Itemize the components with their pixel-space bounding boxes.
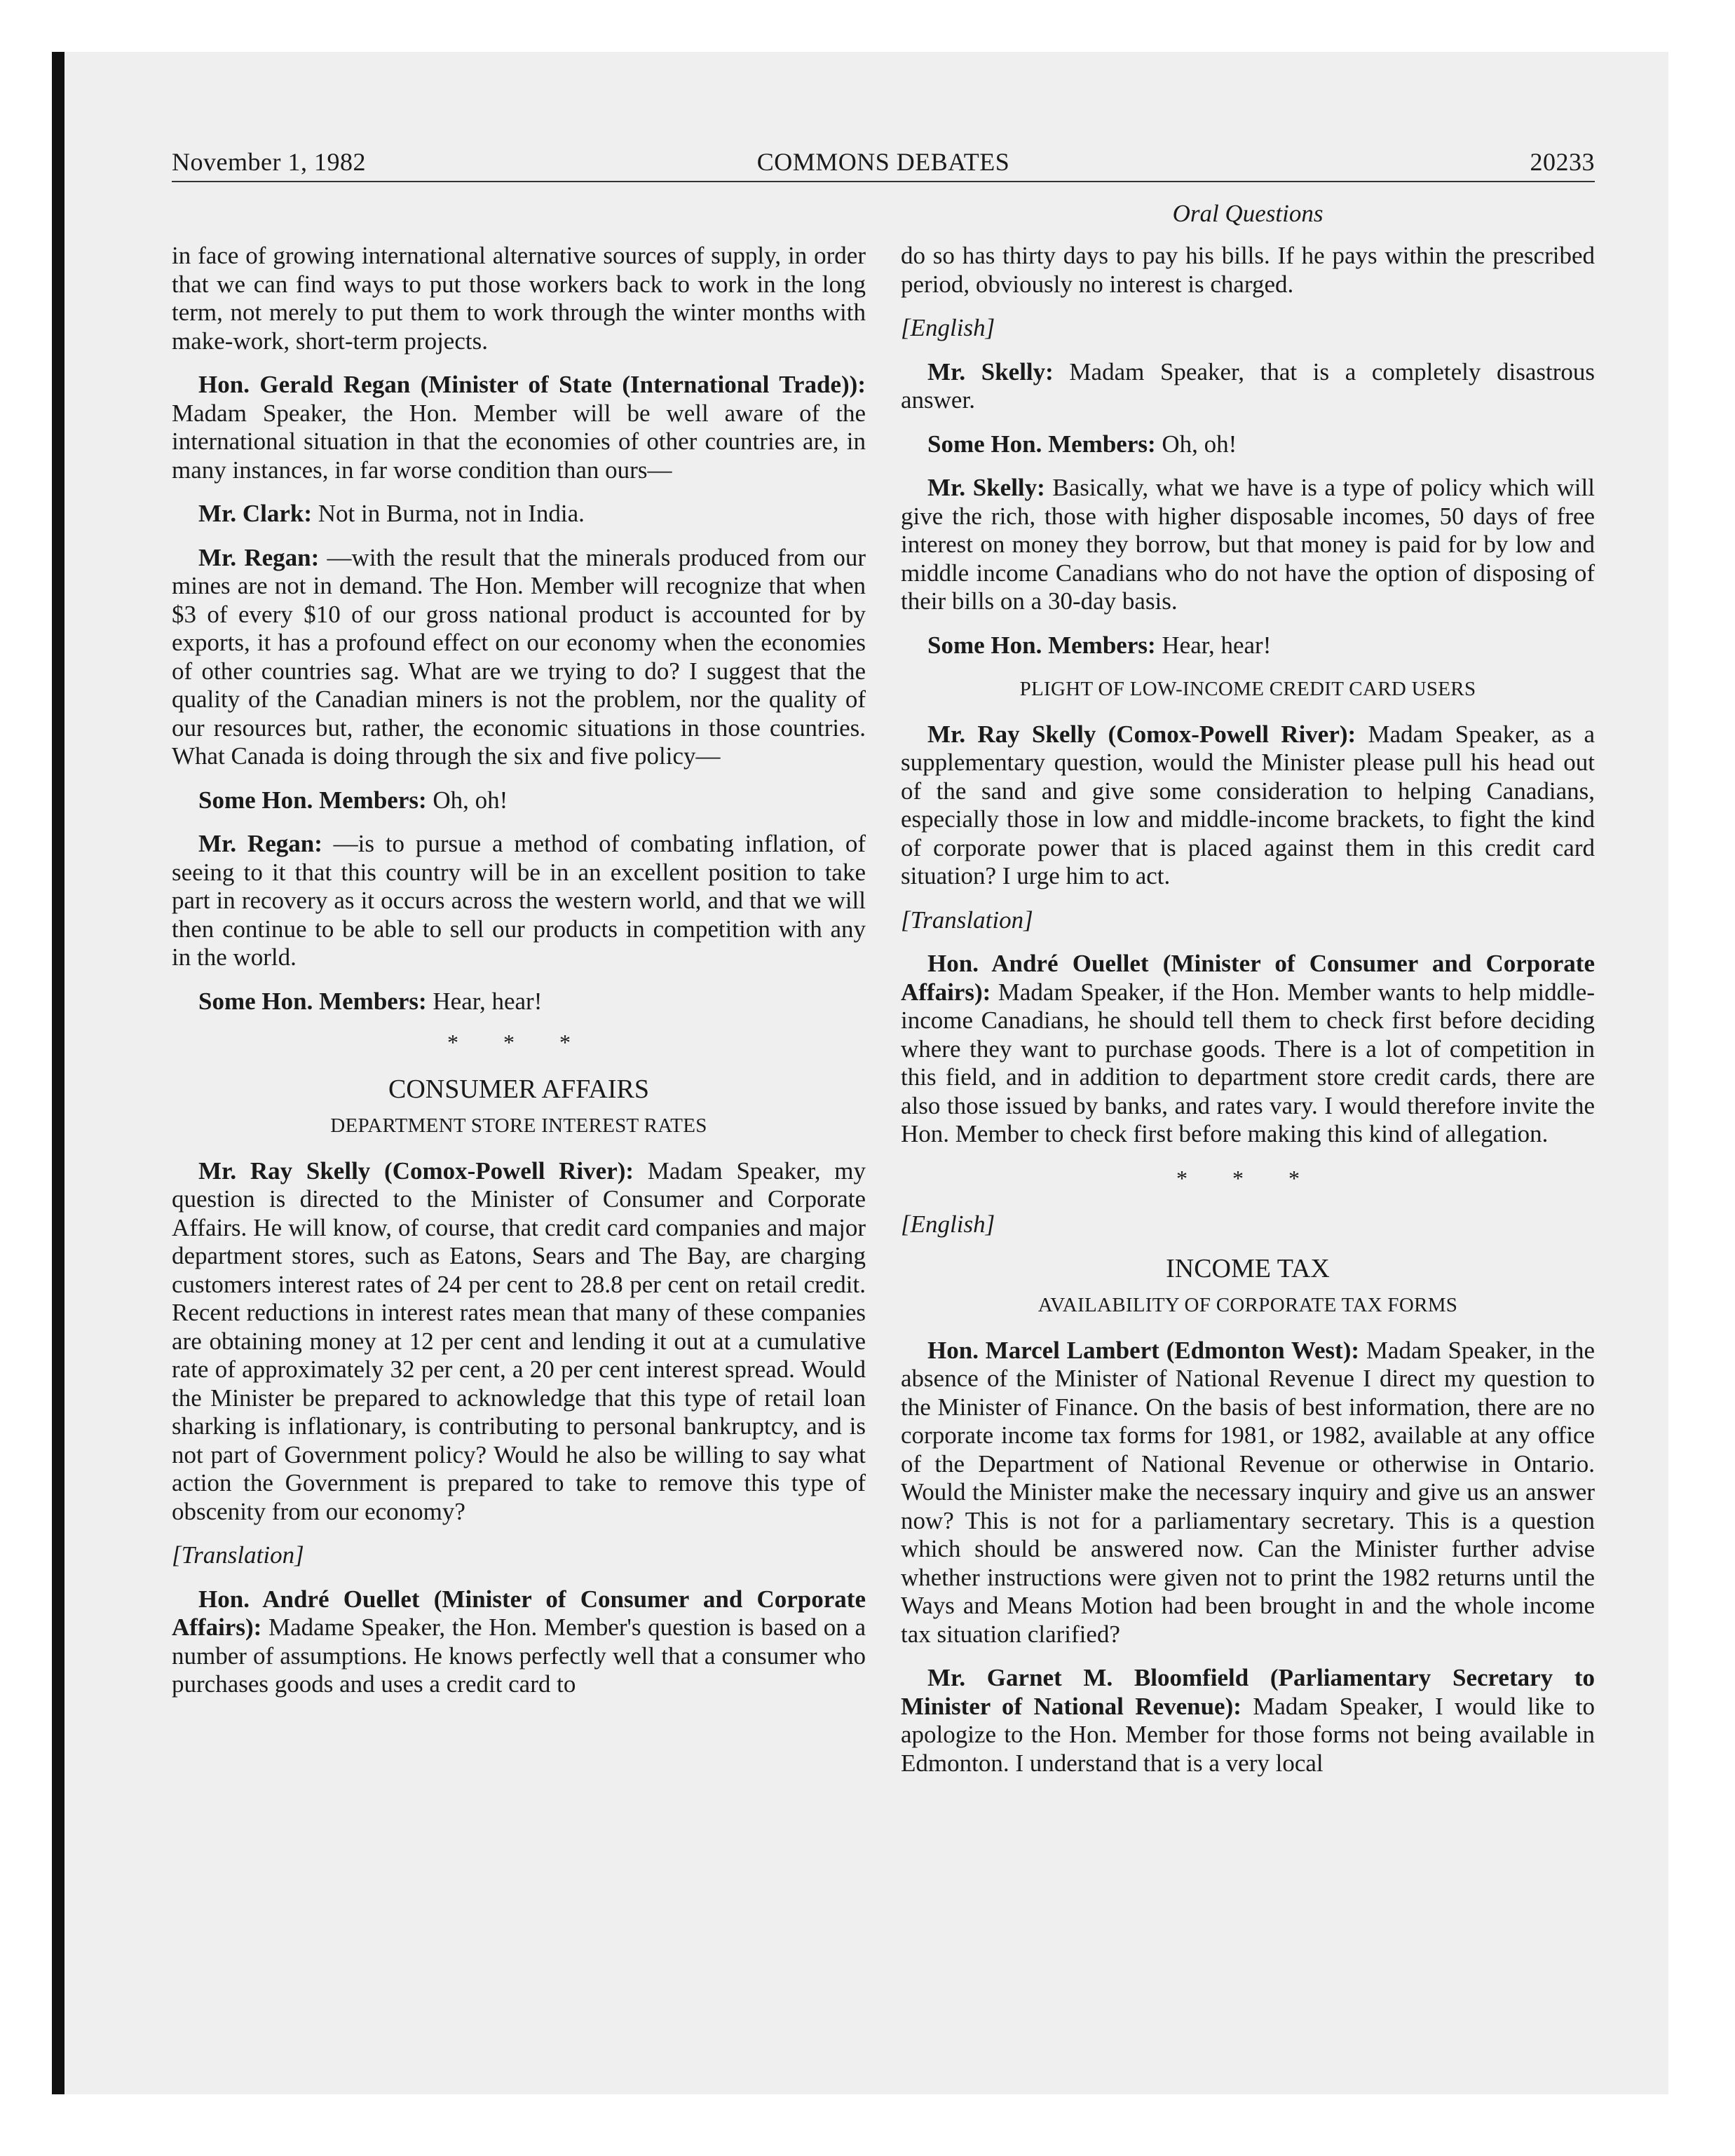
speech-text: Oh, oh! bbox=[426, 786, 508, 814]
paragraph bbox=[901, 430, 1595, 459]
speech-text: —is to pursue a method of combating inflation, of seeing to it that this country will be in an excellent position to take part in recovery as it occurs across the western world, and that we will then continue to be able to sell our products in competition with any in the world. bbox=[172, 830, 866, 971]
language-marker: [English] bbox=[901, 1210, 995, 1238]
speaker-name: Mr. Regan: bbox=[198, 543, 320, 571]
speaker-name: Mr. Garnet M. Bloomfield (Parliamentary Secretary to Minister of National Revenue): bbox=[901, 1664, 1595, 1720]
section-title: INCOME TAX bbox=[1166, 1253, 1330, 1283]
speaker-name: Hon. André Ouellet (Minister of Consumer and Corporate Affairs): bbox=[172, 1585, 866, 1641]
speaker-name: Mr. Ray Skelly (Comox-Powell River): bbox=[198, 1157, 634, 1185]
speech-text: Madam Speaker, as a supplementary question, would the Minister please pull his head out of the sand and give some consideration to helping Canadians, especially those in low and middle-income brackets, to fight the kind of corporate power that is placed against them in this credit card situation? I urge him to act. bbox=[901, 720, 1595, 889]
speaker-name: Mr. Regan: bbox=[198, 830, 322, 857]
paragraph: in face of growing international alternative sources of supply, in order that we can find ways to put those workers back to work in the long term, not merely to put them to work through the winter months with make-work, short-term projects. bbox=[172, 242, 866, 355]
header-page-number: 20233 bbox=[1530, 148, 1595, 176]
speaker-name: Some Hon. Members: bbox=[927, 631, 1156, 659]
section-subtitle: AVAILABILITY OF CORPORATE TAX FORMS bbox=[1037, 1294, 1458, 1316]
speaker-name: Some Hon. Members: bbox=[198, 987, 427, 1015]
paragraph bbox=[901, 721, 1595, 891]
paragraph bbox=[901, 474, 1595, 616]
speech-text: Oh, oh! bbox=[1155, 430, 1237, 458]
section-title: CONSUMER AFFAIRS bbox=[388, 1074, 650, 1104]
paragraph bbox=[172, 500, 866, 528]
speech-text: Madam Speaker, the Hon. Member will be well aware of the international situation in that the economies of other countries are, in many instances, in far worse condition than ours— bbox=[172, 399, 866, 484]
language-marker: [Translation] bbox=[901, 906, 1033, 934]
speech-text: Madam Speaker, that is a completely disastrous answer. bbox=[901, 357, 1595, 414]
paragraph bbox=[172, 1585, 866, 1699]
page-header bbox=[172, 147, 1595, 182]
left-column bbox=[172, 242, 866, 1714]
speaker-name: Some Hon. Members: bbox=[198, 786, 427, 814]
speaker-name: Some Hon. Members: bbox=[927, 430, 1156, 458]
paragraph bbox=[172, 1157, 866, 1527]
paragraph bbox=[172, 371, 866, 484]
section-subtitle: DEPARTMENT STORE INTEREST RATES bbox=[330, 1114, 707, 1137]
header-date: November 1, 1982 bbox=[172, 148, 366, 176]
section-subtitle: PLIGHT OF LOW-INCOME CREDIT CARD USERS bbox=[1019, 678, 1476, 700]
paragraph: do so has thirty days to pay his bills. If he pays within the prescribed period, obviously no interest is charged. bbox=[901, 242, 1595, 298]
paragraph bbox=[172, 830, 866, 972]
section-separator: * * * bbox=[447, 1030, 590, 1055]
running-subheader: Oral Questions bbox=[1172, 200, 1324, 227]
speaker-name: Hon. Gerald Regan (Minister of State (International Trade)): bbox=[198, 371, 866, 398]
header-publication: COMMONS DEBATES bbox=[756, 148, 1010, 176]
speaker-name: Hon. André Ouellet (Minister of Consumer and Corporate Affairs): bbox=[901, 950, 1595, 1006]
header-rule bbox=[172, 181, 1595, 182]
speech-text: Madam Speaker, in the absence of the Minister of National Revenue I direct my question to the Minister of Finance. On the basis of best information, there are no corporate income tax forms for 1981, or 1982, available at any office of the Department of National Revenue or otherwise in Ontario. Would the Minister make the necessary inquiry and give us an answer now? This is not for a parliamentary secretary. This is a question which should be answered now. Can the Minister further advise whether instructions were given not to print the 1982 returns until the Ways and Means Motion had been brought in and the whole income tax situation clarified? bbox=[901, 1336, 1595, 1648]
speaker-name: Mr. Ray Skelly (Comox-Powell River): bbox=[927, 720, 1356, 748]
speech-text: —with the result that the minerals produced from our mines are not in demand. The Hon. Member will recognize that when $3 of every $10 of our gross national product is accounted for by exports, it has a profound effect on our economy when the economies of other countries sag. What are we trying to do? I suggest that the quality of the Canadian miners is not the problem, nor the quality of our resources but, rather, the economic situations in those countries. What Canada is doing through the six and five policy— bbox=[172, 543, 866, 770]
speech-text: Not in Burma, not in India. bbox=[312, 500, 585, 527]
paragraph bbox=[901, 1664, 1595, 1778]
speech-text: Madam Speaker, I would like to apologize to the Hon. Member for those forms not being available in Edmonton. I understand that is a very local bbox=[901, 1692, 1595, 1777]
speech-text: Hear, hear! bbox=[1155, 631, 1272, 659]
paragraph bbox=[901, 1337, 1595, 1649]
speaker-name: Hon. Marcel Lambert (Edmonton West): bbox=[927, 1336, 1360, 1364]
section-separator: * * * bbox=[1176, 1165, 1319, 1191]
language-marker: [Translation] bbox=[172, 1541, 304, 1569]
speech-text: Madam Speaker, my question is directed to the Minister of Consumer and Corporate Affairs. He will know, of course, that credit card companies and major department stores, such as Eatons, Sears and The Bay, are charging customers interest rates of 24 per cent to 28.8 per cent on retail credit. Recent reductions in interest rates mean that many of these companies are obtaining money at 12 per cent and lending it out at a cumulative rate of approximately 32 per cent, a 20 per cent interest spread. Would the Minister be prepared to acknowledge that this type of retail loan sharking is inflationary, is contributing to personal bankruptcy, and is not part of Government policy? Would he also be willing to say what action the Government is prepared to take to remove this type of obscenity from our economy? bbox=[172, 1157, 866, 1525]
speech-text: Hear, hear! bbox=[426, 987, 543, 1015]
language-marker: [English] bbox=[901, 314, 995, 341]
speaker-name: Mr. Clark: bbox=[198, 500, 313, 527]
right-column bbox=[901, 242, 1595, 1793]
speech-text: Madam Speaker, if the Hon. Member wants to help middle-income Canadians, he should tell them to check first before deciding where they want to purchase goods. There is a lot of competition in this field, and in addition to department store credit cards, there are also those issued by banks, and rates vary. I would therefore invite the Hon. Member to check first before making this kind of allegation. bbox=[901, 978, 1595, 1147]
speech-text: Basically, what we have is a type of policy which will give the rich, those with higher disposable incomes, 50 days of free interest on money they borrow, but that money is paid for by low and middle income Canadians who do not have the option of disposing of their bills on a 30-day basis. bbox=[901, 474, 1595, 615]
speaker-name: Mr. Skelly: bbox=[927, 474, 1045, 501]
speaker-name: Mr. Skelly: bbox=[927, 357, 1054, 386]
paragraph bbox=[172, 544, 866, 771]
paragraph bbox=[901, 632, 1595, 660]
binding-edge bbox=[52, 52, 64, 2094]
speech-text: Madame Speaker, the Hon. Member's question is based on a number of assumptions. He knows perfectly well that a consumer who purchases goods and uses a credit card to bbox=[172, 1613, 866, 1698]
paragraph bbox=[172, 988, 866, 1016]
paragraph bbox=[901, 358, 1595, 415]
paragraph bbox=[901, 950, 1595, 1149]
paragraph bbox=[172, 786, 866, 815]
